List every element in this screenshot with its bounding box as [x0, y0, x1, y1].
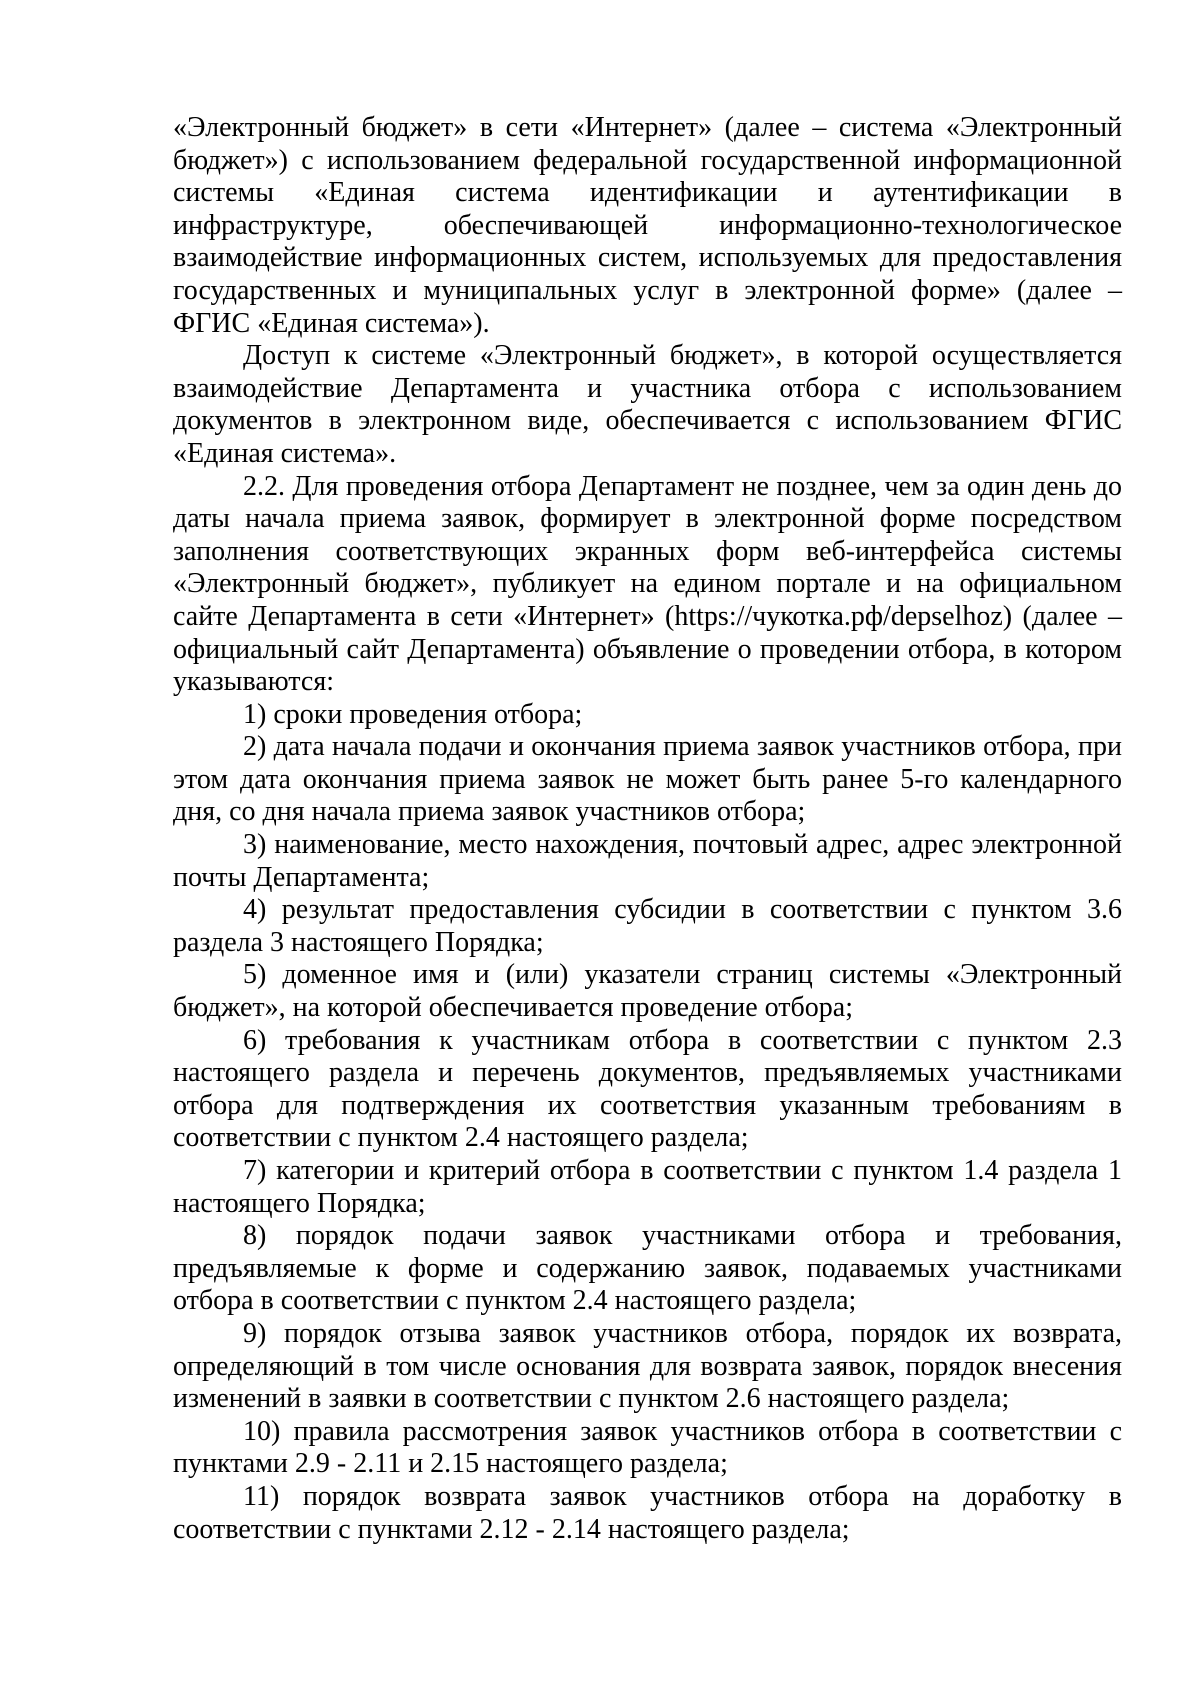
- paragraph-continuation: «Электронный бюджет» в сети «Интернет» (далее – система «Электронный бюджет») с использованием федеральной государственной информационной системы «Единая система идентификации и аутентификации в инфраструктуре, обеспечивающей информационно-технологическое взаимодействие информационных систем, используемых для предоставления государственных и муниципальных услуг в электронной форме» (далее – ФГИС «Единая система»).: [173, 112, 1122, 339]
- list-item-10: 10) правила рассмотрения заявок участников отбора в соответствии с пунктами 2.9 - 2.11 и 2.15 настоящего раздела;: [173, 1415, 1122, 1480]
- list-item-2: 2) дата начала подачи и окончания приема заявок участников отбора, при этом дата окончания приема заявок не может быть ранее 5-го календарного дня, со дня начала приема заявок участников отбора;: [173, 731, 1122, 828]
- list-item-9: 9) порядок отзыва заявок участников отбора, порядок их возврата, определяющий в том числе основания для возврата заявок, порядок внесения изменений в заявки в соответствии с пунктом 2.6 настоящего раздела;: [173, 1317, 1122, 1415]
- document-body: [173, 112, 1122, 1546]
- list-item-6: 6) требования к участникам отбора в соответствии с пунктом 2.3 настоящего раздела и перечень документов, предъявляемых участниками отбора для подтверждения их соответствия указанным требованиям в соответствии с пунктом 2.4 настоящего раздела;: [173, 1024, 1122, 1154]
- list-item-3: 3) наименование, место нахождения, почтовый адрес, адрес электронной почты Департамента;: [173, 829, 1122, 893]
- paragraph-access: Доступ к системе «Электронный бюджет», в которой осуществляется взаимодействие Департамента и участника отбора с использованием документов в электронном виде, обеспечивается с использованием ФГИС «Единая система».: [173, 340, 1122, 469]
- list-item-11: 11) порядок возврата заявок участников отбора на доработку в соответствии с пунктами 2.12 - 2.14 настоящего раздела;: [173, 1480, 1122, 1545]
- list-item-8: 8) порядок подачи заявок участниками отбора и требования, предъявляемые к форме и содержанию заявок, подаваемых участниками отбора в соответствии с пунктом 2.4 настоящего раздела;: [173, 1220, 1122, 1317]
- list-item-7: 7) категории и критерий отбора в соответствии с пунктом 1.4 раздела 1 настоящего Порядка;: [173, 1155, 1122, 1219]
- list-item-1: 1) сроки проведения отбора;: [243, 698, 583, 730]
- paragraph-2-2: 2.2. Для проведения отбора Департамент не позднее, чем за один день до даты начала приема заявок, формирует в электронной форме посредством заполнения соответствующих экранных форм веб-интерфейса системы «Электронный бюджет», публикует на едином портале и на официальном сайте Департамента в сети «Интернет» (https://чукотка.рф/depselhoz) (далее – официальный сайт Департамента) объявление о проведении отбора, в котором указываются:: [173, 470, 1122, 698]
- list-item-4: 4) результат предоставления субсидии в соответствии с пунктом 3.6 раздела 3 настоящего Порядка;: [173, 894, 1122, 958]
- list-item-5: 5) доменное имя и (или) указатели страниц системы «Электронный бюджет», на которой обеспечивается проведение отбора;: [173, 959, 1122, 1024]
